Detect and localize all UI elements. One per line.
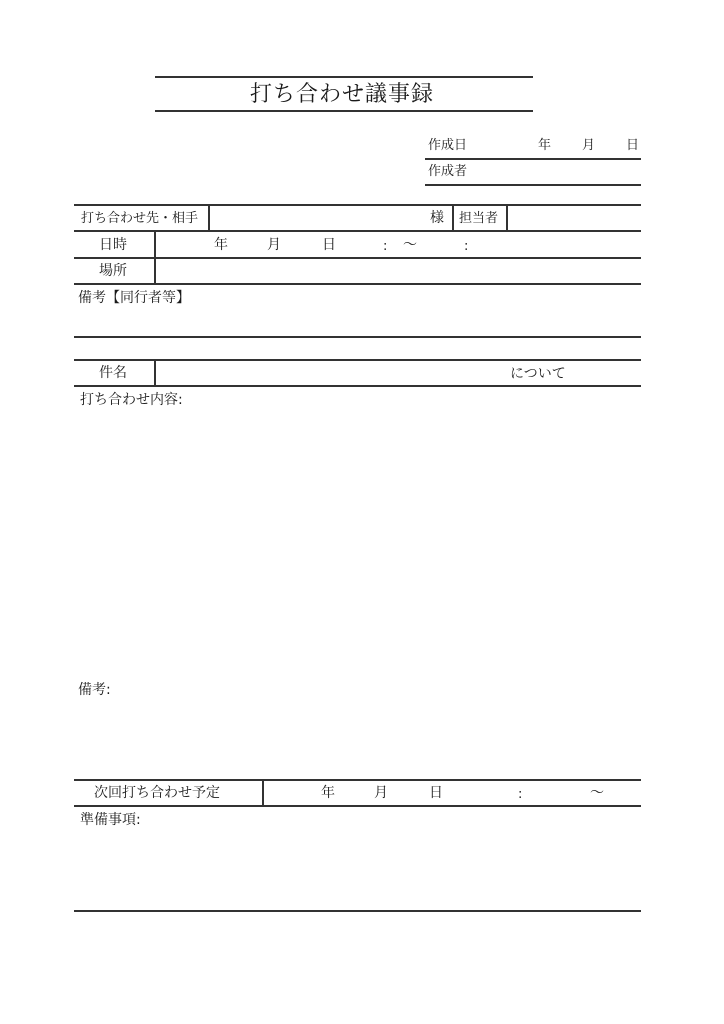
next-meeting-day: 日 bbox=[429, 785, 443, 801]
content-area[interactable] bbox=[74, 412, 641, 677]
author-label: 作成者 bbox=[428, 164, 468, 179]
datetime-colon-start: : bbox=[383, 239, 388, 254]
person-in-charge-divider bbox=[506, 204, 508, 231]
remarks-label: 備考: bbox=[78, 682, 111, 698]
info-table-bottom-rule bbox=[74, 283, 641, 285]
created-date-year: 年 bbox=[538, 138, 552, 153]
remarks-companions-label: 備考【同行者等】 bbox=[78, 290, 190, 306]
person-in-charge-field[interactable] bbox=[509, 206, 641, 230]
remarks-area[interactable] bbox=[74, 702, 641, 776]
created-date-label: 作成日 bbox=[428, 138, 468, 153]
person-in-charge-label: 担当者 bbox=[459, 211, 499, 226]
author-rule bbox=[425, 184, 641, 186]
created-date-field[interactable] bbox=[475, 134, 641, 158]
next-meeting-month: 月 bbox=[374, 785, 388, 801]
datetime-day: 日 bbox=[322, 237, 336, 253]
subject-label: 件名 bbox=[99, 365, 127, 381]
subject-field[interactable] bbox=[157, 361, 502, 385]
counterpart-field[interactable] bbox=[210, 206, 425, 230]
counterpart-label: 打ち合わせ先・相手 bbox=[81, 211, 199, 226]
subject-bottom-rule bbox=[74, 385, 641, 387]
next-meeting-tilde: 〜 bbox=[590, 785, 604, 801]
datetime-year: 年 bbox=[214, 237, 228, 253]
remarks-companions-field[interactable] bbox=[74, 310, 641, 336]
datetime-field[interactable] bbox=[157, 232, 641, 256]
datetime-month: 月 bbox=[267, 237, 281, 253]
preparation-bottom-rule bbox=[74, 910, 641, 912]
datetime-tilde: 〜 bbox=[403, 237, 417, 253]
place-label: 場所 bbox=[99, 263, 127, 279]
remarks-companions-rule bbox=[74, 336, 641, 338]
preparation-label: 準備事項: bbox=[80, 812, 141, 828]
page-title: 打ち合わせ議事録 bbox=[250, 82, 435, 107]
created-date-month: 月 bbox=[582, 138, 596, 153]
suffix-divider bbox=[452, 204, 454, 231]
next-meeting-bottom-rule bbox=[74, 805, 641, 807]
datetime-colon-end: : bbox=[464, 239, 469, 254]
counterpart-suffix: 様 bbox=[430, 210, 444, 226]
created-date-day: 日 bbox=[626, 138, 640, 153]
title-top-rule bbox=[155, 76, 533, 78]
next-meeting-label: 次回打ち合わせ予定 bbox=[94, 785, 220, 801]
next-meeting-year: 年 bbox=[321, 785, 335, 801]
preparation-area[interactable] bbox=[74, 832, 641, 908]
next-meeting-colon: : bbox=[518, 787, 523, 802]
content-label: 打ち合わせ内容: bbox=[80, 392, 183, 408]
subject-suffix: について bbox=[510, 366, 566, 382]
author-field[interactable] bbox=[475, 160, 641, 184]
subject-divider bbox=[154, 359, 156, 386]
place-field[interactable] bbox=[157, 259, 641, 283]
datetime-label: 日時 bbox=[99, 237, 127, 253]
title-bottom-rule bbox=[155, 110, 533, 112]
next-meeting-divider bbox=[262, 779, 264, 806]
